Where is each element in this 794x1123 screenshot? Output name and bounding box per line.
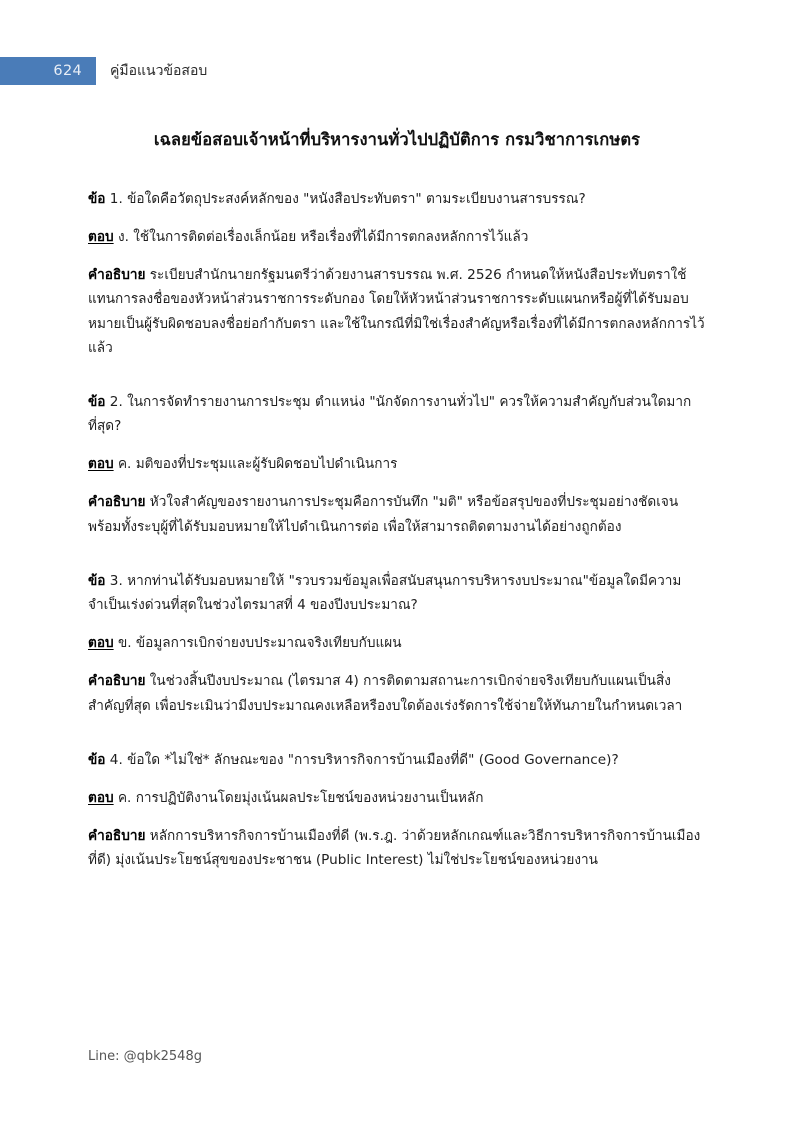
answer-label: ตอบ (88, 789, 114, 806)
document-body (88, 128, 706, 873)
question-line (88, 390, 706, 438)
question-text: ข้อใดคือวัตถุประสงค์หลักของ "หนังสือประทับตรา" ตามระเบียบงานสารบรรณ? (127, 190, 586, 207)
answer-line (88, 225, 706, 249)
question-number: 1. (109, 190, 123, 207)
question-line (88, 187, 706, 211)
document-title: เฉลยข้อสอบเจ้าหน้าที่บริหารงานทั่วไปปฏิบัติการ กรมวิชาการเกษตร (153, 130, 641, 149)
answer-text: ง. ใช้ในการติดต่อเรื่องเล็กน้อย หรือเรื่องที่ได้มีการตกลงหลักการไว้แล้ว (117, 228, 529, 245)
explanation-text: หัวใจสำคัญของรายงานการประชุมคือการบันทึก "มติ" หรือข้อสรุปของที่ประชุมอย่างชัดเจน พร้อมทั้งระบุผู้ที่ได้รับมอบหมายให้ไปดำเนินการต่อ เพื่อให้สามารถติดตามงานได้อย่างถูกต้อง (88, 494, 679, 535)
explanation-line (88, 669, 706, 717)
explanation-text: ในช่วงสิ้นปีงบประมาณ (ไตรมาส 4) การติดตามสถานะการเบิกจ่ายจริงเทียบกับแผนเป็นสิ่งสำคัญที่สุด เพื่อประเมินว่ามีงบประมาณคงเหลือหรืองบใดต้องเร่งรัดการใช้จ่ายให้ทันภายในกำหนดเวลา (88, 673, 683, 714)
question-number: 4. (109, 751, 123, 768)
question-label: ข้อ (88, 751, 106, 768)
answer-label: ตอบ (88, 456, 114, 473)
footer-contact: Line: @qbk2548g (88, 1049, 202, 1064)
page-running-header (0, 57, 794, 85)
answer-label: ตอบ (88, 228, 114, 245)
qa-block (88, 748, 706, 873)
answer-line (88, 786, 706, 810)
explanation-line (88, 824, 706, 872)
question-text: ในการจัดทำรายงานการประชุม ตำแหน่ง "นักจัดการงานทั่วไป" ควรให้ความสำคัญกับส่วนใดมากที่สุด? (88, 393, 692, 435)
question-label: ข้อ (88, 190, 106, 207)
qa-block (88, 390, 706, 539)
answer-text: ค. การปฏิบัติงานโดยมุ่งเน้นผลประโยชน์ของหน่วยงานเป็นหลัก (117, 789, 484, 806)
question-label: ข้อ (88, 393, 106, 410)
explanation-text: หลักการบริหารกิจการบ้านเมืองที่ดี (พ.ร.ฎ. ว่าด้วยหลักเกณฑ์และวิธีการบริหารกิจการบ้านเมืองที่ดี) มุ่งเน้นประโยชน์สุขของประชาชน (Public Interest) ไม่ใช่ประโยชน์ของหน่วยงาน (88, 828, 701, 869)
question-label: ข้อ (88, 572, 106, 589)
answer-line (88, 631, 706, 655)
explanation-label: คำอธิบาย (88, 673, 146, 690)
question-number: 3. (109, 572, 123, 589)
question-line (88, 748, 706, 772)
answer-text: ข. ข้อมูลการเบิกจ่ายงบประมาณจริงเทียบกับแผน (117, 635, 402, 652)
answer-line (88, 452, 706, 476)
explanation-line (88, 263, 706, 360)
question-text: หากท่านได้รับมอบหมายให้ "รวบรวมข้อมูลเพื่อสนับสนุนการบริหารงบประมาณ"ข้อมูลใดมีความจำเป็นเร่งด่วนที่สุดในช่วงไตรมาสที่ 4 ของปีงบประมาณ? (88, 572, 682, 613)
running-title: คู่มือแนวข้อสอบ (110, 63, 208, 79)
explanation-label: คำอธิบาย (88, 494, 146, 511)
explanation-label: คำอธิบาย (88, 828, 146, 845)
explanation-label: คำอธิบาย (88, 267, 146, 284)
question-text: ข้อใด *ไม่ใช่* ลักษณะของ "การบริหารกิจการบ้านเมืองที่ดี" (Good Governance)? (127, 751, 619, 768)
page-number: 624 (53, 62, 82, 79)
question-line (88, 569, 706, 617)
answer-text: ค. มติของที่ประชุมและผู้รับผิดชอบไปดำเนินการ (117, 456, 398, 473)
answer-label: ตอบ (88, 635, 114, 652)
explanation-line (88, 490, 706, 538)
qa-block (88, 187, 706, 360)
page-number-badge (0, 57, 96, 85)
qa-block (88, 569, 706, 718)
question-number: 2. (109, 393, 123, 410)
explanation-text: ระเบียบสำนักนายกรัฐมนตรีว่าด้วยงานสารบรรณ พ.ศ. 2526 กำหนดให้หนังสือประทับตราใช้แทนการลงชื่อของหัวหน้าส่วนราชการระดับกอง โดยให้หัวหน้าส่วนราชการระดับแผนกหรือผู้ที่ได้รับมอบหมายเป็นผู้รับผิดชอบลงชื่อย่อกำกับตรา และใช้ในกรณีที่มิใช่เรื่องสำคัญหรือเรื่องที่ได้มีการตกลงหลักการไว้แล้ว (88, 267, 705, 356)
